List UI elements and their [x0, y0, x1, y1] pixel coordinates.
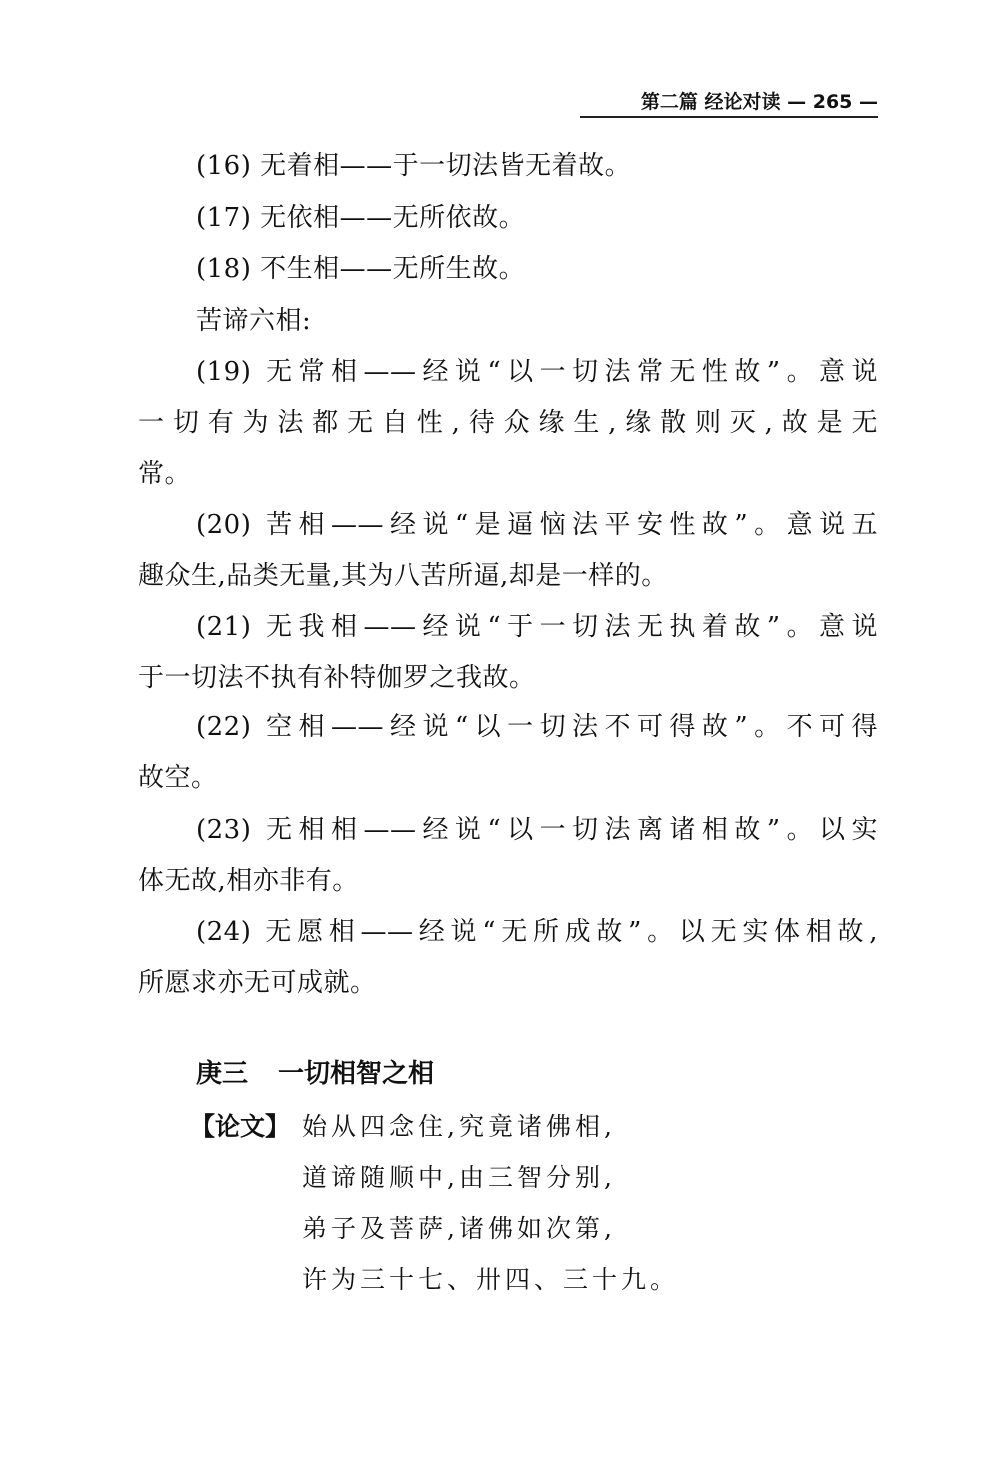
- text-line-22b: 故空。: [138, 763, 218, 793]
- section-title-text: 一切相智之相: [278, 1059, 435, 1089]
- text-line-24b: 所愿求亦无可成就。: [138, 968, 377, 998]
- text-line-22a: (22) 空相——经说“以一切法不可得故”。不可得: [196, 712, 878, 742]
- verse-label: 【论文】: [190, 1112, 291, 1141]
- text-line-20b: 趣众生,品类无量,其为八苦所逼,却是一样的。: [138, 561, 668, 591]
- text-line-20a: (20) 苦相——经说“是逼恼法平安性故”。意说五: [196, 510, 878, 540]
- section-label: 庚三: [196, 1059, 249, 1089]
- text-line-17: (17) 无依相——无所依故。: [196, 203, 526, 233]
- text-line-23b: 体无故,相亦非有。: [138, 866, 359, 896]
- subheading-suffering: 苦谛六相:: [196, 306, 312, 336]
- verse-line-4: 许为三十七、卅四、三十九。: [302, 1265, 680, 1294]
- text-line-23a: (23) 无相相——经说“以一切法离诸相故”。以实: [196, 815, 878, 845]
- verse-line-1: 始从四念住,究竟诸佛相,: [302, 1112, 616, 1141]
- text-line-19b: 一切有为法都无自性,待众缘生,缘散则灭,故是无: [138, 408, 878, 438]
- section-heading: [196, 1056, 434, 1092]
- verse-line-2: 道谛随顺中,由三智分别,: [302, 1163, 616, 1192]
- text-line-18: (18) 不生相——无所生故。: [196, 254, 526, 284]
- verse-line-3: 弟子及菩萨,诸佛如次第,: [302, 1214, 616, 1243]
- running-header: 第二篇 经论对读 — 265 —: [580, 88, 878, 118]
- text-line-16: (16) 无着相——于一切法皆无着故。: [196, 151, 632, 181]
- text-line-21a: (21) 无我相——经说“于一切法无执着故”。意说: [196, 612, 878, 642]
- text-line-21b: 于一切法不执有补特伽罗之我故。: [138, 663, 536, 693]
- text-line-19a: (19) 无常相——经说“以一切法常无性故”。意说: [196, 357, 878, 387]
- text-line-24a: (24) 无愿相——经说“无所成故”。以无实体相故,: [196, 917, 878, 947]
- text-line-19c: 常。: [138, 459, 192, 489]
